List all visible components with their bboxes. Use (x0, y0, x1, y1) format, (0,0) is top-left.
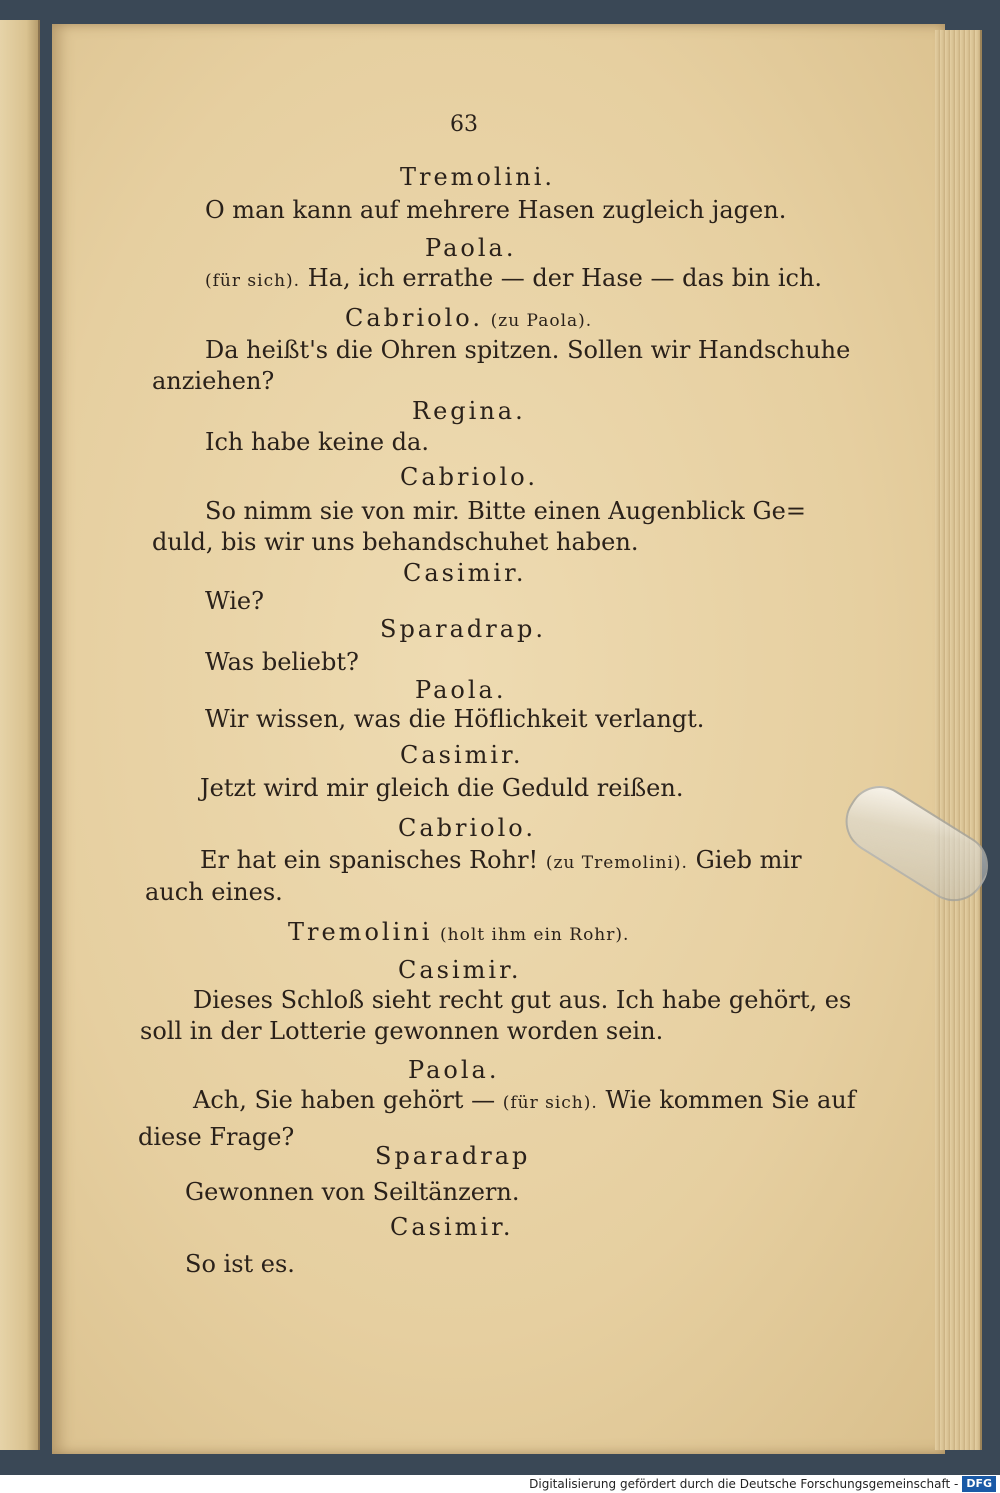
stage-direction: (zu Paola). (490, 311, 593, 331)
page-number: 63 (450, 112, 478, 137)
dialogue-line: diese Frage? (138, 1123, 295, 1151)
speaker-label: Regina. (412, 397, 526, 425)
stage-direction: (holt ihm ein Rohr). (440, 925, 630, 945)
dialogue-line: soll in der Lotterie gewonnen worden sein. (140, 1017, 664, 1045)
speaker-label: Cabriolo. (398, 814, 536, 842)
speaker-label: Cabriolo. (345, 304, 483, 332)
speaker-label: Paola. (408, 1056, 500, 1084)
footer-credit: Digitalisierung gefördert durch die Deutsche Forschungsgemeinschaft - (529, 1477, 959, 1491)
dialogue-line: Dieses Schloß sieht recht gut aus. Ich habe gehört, es (193, 986, 852, 1014)
speaker-label: Paola. (425, 234, 517, 262)
dialogue-text: Ha, ich errathe — der Hase — das bin ich. (300, 264, 823, 292)
speaker-label: Casimir. (390, 1213, 514, 1241)
dialogue-text: Wie kommen Sie auf (605, 1086, 856, 1114)
speaker-label: Tremolini (288, 918, 433, 946)
dialogue-line: auch eines. (145, 878, 283, 906)
speaker-label: Paola. (415, 676, 507, 704)
dialogue-line (200, 846, 802, 874)
speaker-label: Casimir. (398, 956, 522, 984)
dialogue-line: So ist es. (185, 1250, 295, 1278)
speaker-label: Sparadrap (375, 1142, 531, 1170)
dialogue-line: Wie? (205, 587, 264, 615)
page-stack-edges (935, 30, 982, 1450)
speaker-label: Casimir. (400, 741, 524, 769)
speaker-line (288, 918, 629, 946)
dialogue-line: Was beliebt? (205, 648, 359, 676)
speaker-label: Cabriolo. (400, 463, 538, 491)
dialogue-line: Jetzt wird mir gleich die Geduld reißen. (200, 774, 684, 802)
dialogue-text: Ach, Sie haben gehört — (193, 1086, 496, 1114)
dialogue-line (205, 264, 822, 292)
dialogue-line: duld, bis wir uns behandschuhet haben. (152, 528, 639, 556)
speaker-label: Casimir. (403, 559, 527, 587)
dialogue-line: Ich habe keine da. (205, 428, 429, 456)
dialogue-line (193, 1086, 856, 1114)
footer-bar (0, 1475, 1000, 1493)
speaker-label: Sparadrap. (380, 615, 547, 643)
dialogue-line: Wir wissen, was die Höflichkeit verlangt. (205, 705, 705, 733)
dfg-logo: DFG (962, 1476, 996, 1492)
dialogue-line: anziehen? (152, 367, 275, 395)
dialogue-line: So nimm sie von mir. Bitte einen Augenblick Ge= (205, 497, 806, 525)
stage-direction: (für sich). (502, 1093, 598, 1113)
dialogue-text: Gieb mir (695, 846, 802, 874)
speaker-line (345, 304, 592, 332)
left-page-edge (0, 20, 40, 1450)
dialogue-line: O man kann auf mehrere Hasen zugleich jagen. (205, 196, 787, 224)
dialogue-line: Gewonnen von Seiltänzern. (185, 1178, 520, 1206)
stage-direction: (zu Tremolini). (545, 853, 688, 873)
speaker-label: Tremolini. (400, 163, 556, 191)
stage-direction: (für sich). (205, 271, 301, 291)
dialogue-text: Er hat ein spanisches Rohr! (200, 846, 539, 874)
dialogue-line: Da heißt's die Ohren spitzen. Sollen wir Handschuhe (205, 336, 851, 364)
